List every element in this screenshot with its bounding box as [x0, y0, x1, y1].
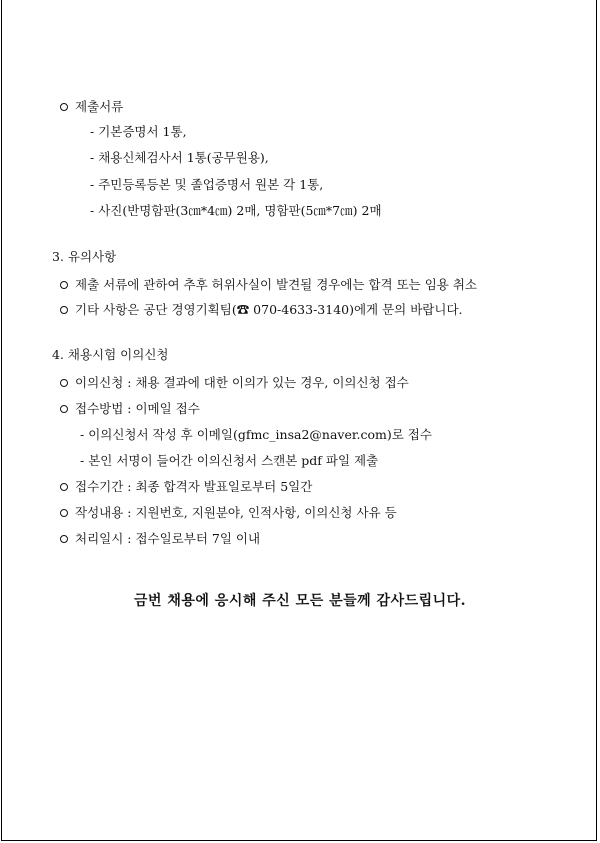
document-item: - 채용신체검사서 1통(공무원용), [90, 150, 269, 165]
objection-bullet: 작성내용 : 지원번호, 지원분야, 인적사항, 이의신청 사유 등 [75, 505, 397, 520]
hollow-circle-bullet-icon [60, 379, 68, 387]
notes-bullet: 제출 서류에 관하여 추후 허위사실이 발견될 경우에는 합격 또는 임용 취소 [75, 277, 477, 292]
hollow-circle-bullet-icon [60, 103, 68, 111]
objection-heading: 4. 채용시험 이의신청 [52, 347, 169, 362]
hollow-circle-bullet-icon [60, 535, 68, 543]
objection-bullet: 처리일시 : 접수일로부터 7일 이내 [75, 531, 261, 546]
documents-heading: 제출서류 [75, 99, 124, 114]
document-item: - 사진(반명함판(3㎝*4㎝) 2매, 명함판(5㎝*7㎝) 2매 [90, 203, 382, 218]
notes-bullet: 기타 사항은 공단 경영기획팀(☎ 070-4633-3140)에게 문의 바랍니다. [75, 302, 463, 317]
hollow-circle-bullet-icon [60, 405, 68, 413]
hollow-circle-bullet-icon [60, 281, 68, 289]
hollow-circle-bullet-icon [60, 509, 68, 517]
hollow-circle-bullet-icon [60, 483, 68, 491]
hollow-circle-bullet-icon [60, 306, 68, 314]
closing-message: 금번 채용에 응시해 주신 모든 분들께 감사드립니다. [133, 593, 467, 609]
objection-bullet: 접수방법 : 이메일 접수 [75, 401, 200, 416]
objection-sub-item: - 이의신청서 작성 후 이메일(gfmc_insa2@naver.com)로 접수 [80, 427, 432, 442]
document-item: - 주민등록등본 및 졸업증명서 원본 각 1통, [90, 177, 324, 192]
objection-bullet: 접수기간 : 최종 합격자 발표일로부터 5일간 [75, 479, 313, 494]
objection-bullet: 이의신청 : 채용 결과에 대한 이의가 있는 경우, 이의신청 접수 [75, 375, 409, 390]
objection-sub-item: - 본인 서명이 들어간 이의신청서 스캔본 pdf 파일 제출 [80, 453, 379, 468]
document-item: - 기본증명서 1통, [90, 124, 187, 139]
notes-heading: 3. 유의사항 [52, 249, 117, 264]
